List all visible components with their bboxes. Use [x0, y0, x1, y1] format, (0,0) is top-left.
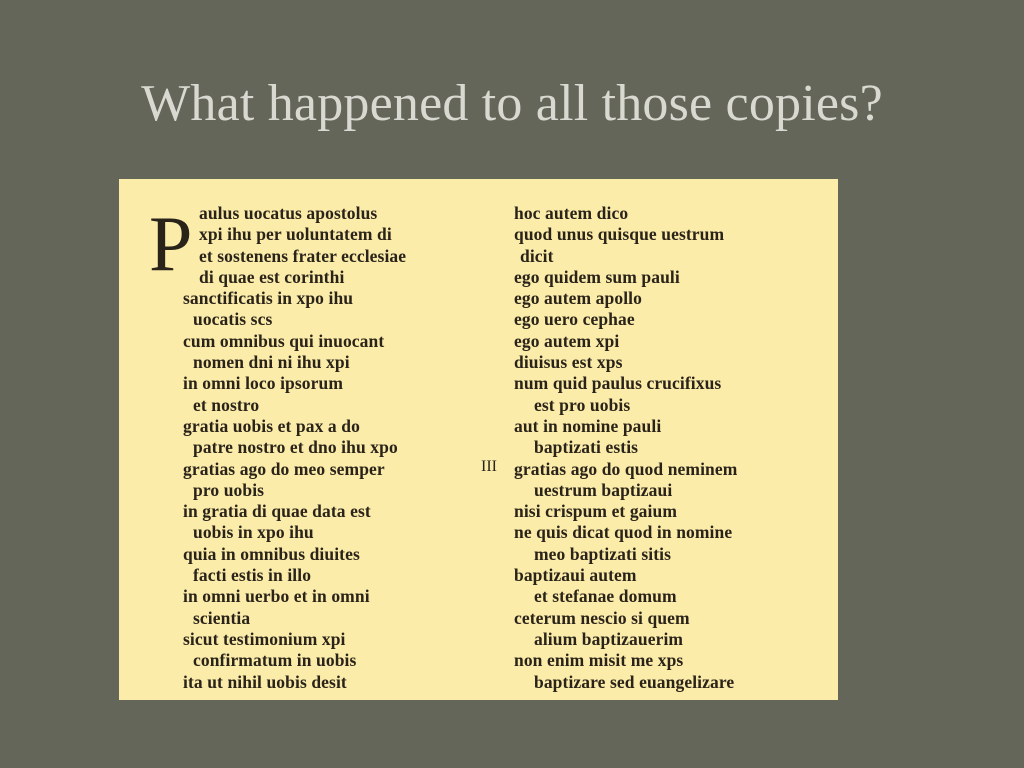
manuscript-line: scientia [193, 607, 251, 628]
manuscript-line: et sostenens frater ecclesiae [199, 245, 407, 266]
manuscript-line: gratia uobis et pax a do [183, 415, 360, 436]
manuscript-line: meo baptizati sitis [534, 543, 672, 564]
manuscript-line: ego autem xpi [514, 330, 620, 351]
manuscript-line: non enim misit me xps [514, 650, 684, 671]
slide-title: What happened to all those copies? [141, 75, 883, 132]
manuscript-line: nisi crispum et gaium [514, 501, 678, 522]
manuscript-line: baptizaui autem [514, 565, 637, 586]
manuscript-line: baptizare sed euangelizare [534, 671, 735, 692]
manuscript-line: quod unus quisque uestrum [514, 224, 725, 245]
manuscript-line: alium baptizauerim [534, 628, 684, 649]
manuscript-line: gratias ago do meo semper [183, 458, 385, 479]
manuscript-line: facti estis in illo [193, 565, 312, 586]
manuscript-line: di quae est corinthi [199, 266, 345, 287]
manuscript-line: ita ut nihil uobis desit [183, 671, 347, 692]
manuscript-line: confirmatum in uobis [193, 650, 357, 671]
manuscript-line: dicit [520, 245, 554, 266]
manuscript-line: et nostro [193, 394, 260, 415]
manuscript-line: cum omnibus qui inuocant [183, 330, 385, 351]
manuscript-line: sanctificatis in xpo ihu [183, 288, 354, 309]
manuscript-line: in omni loco ipsorum [183, 373, 344, 394]
manuscript-line: ego autem apollo [514, 288, 642, 309]
manuscript-line: sicut testimonium xpi [183, 628, 346, 649]
manuscript-line: aut in nomine pauli [514, 415, 662, 436]
manuscript-line: ne quis dicat quod in nomine [514, 522, 733, 543]
manuscript-line: baptizati estis [534, 437, 639, 458]
manuscript-line: diuisus est xps [514, 352, 623, 373]
manuscript-right-column [514, 203, 824, 693]
manuscript-line: ego quidem sum pauli [514, 266, 680, 287]
manuscript-line: nomen dni ni ihu xpi [193, 352, 350, 373]
manuscript-image [119, 179, 838, 700]
manuscript-initial: P [149, 200, 193, 287]
manuscript-left-column [163, 203, 463, 693]
manuscript-line: xpi ihu per uoluntatem di [199, 224, 392, 245]
manuscript-line: uobis in xpo ihu [193, 522, 314, 543]
manuscript-line: hoc autem dico [514, 203, 629, 223]
manuscript-line: in omni uerbo et in omni [183, 586, 370, 607]
manuscript-line: et stefanae domum [534, 586, 677, 607]
manuscript-line: aulus uocatus apostolus [199, 203, 378, 223]
manuscript-line: pro uobis [193, 479, 265, 500]
manuscript-line: patre nostro et dno ihu xpo [193, 437, 398, 458]
manuscript-line: gratias ago do quod neminem [514, 458, 738, 479]
manuscript-line: quia in omnibus diuites [183, 543, 360, 564]
manuscript-line: uocatis scs [193, 309, 273, 330]
manuscript-line: in gratia di quae data est [183, 501, 371, 522]
manuscript-line: num quid paulus crucifixus [514, 373, 722, 394]
manuscript-line: uestrum baptizaui [534, 479, 673, 500]
manuscript-line: ego uero cephae [514, 309, 635, 330]
manuscript-line: ceterum nescio si quem [514, 607, 690, 628]
manuscript-line: est pro uobis [534, 394, 631, 415]
manuscript-margin-mark: III [481, 458, 497, 475]
